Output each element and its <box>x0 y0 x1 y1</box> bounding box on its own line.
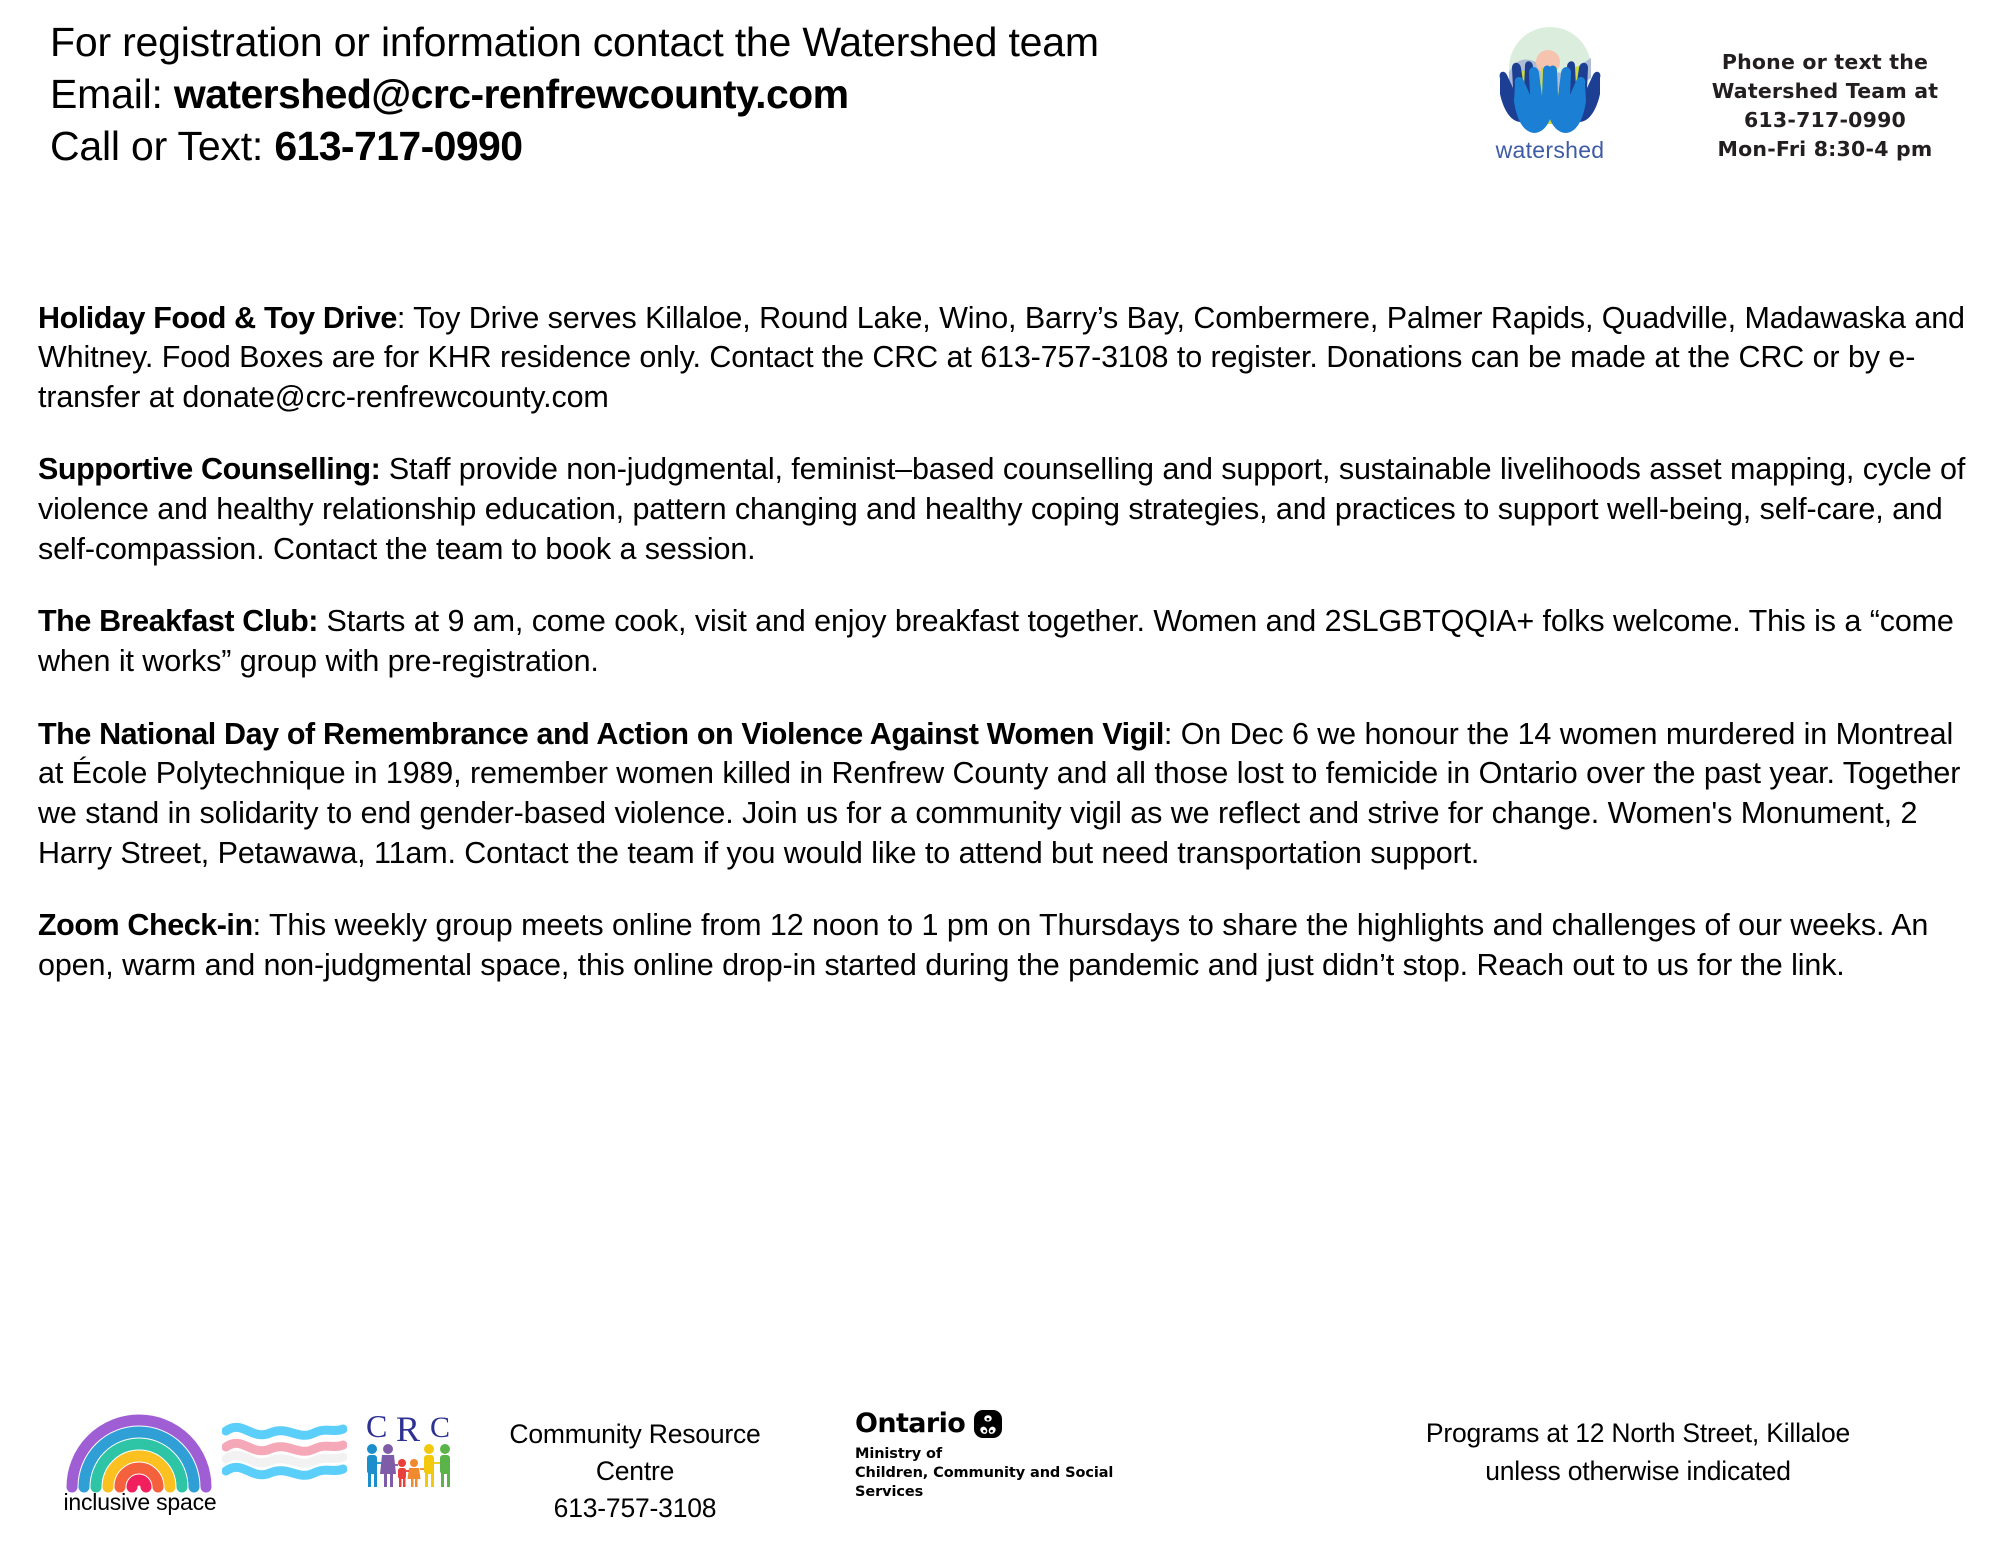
svg-text:C: C <box>366 1408 388 1444</box>
svg-text:R: R <box>396 1409 421 1449</box>
section-separator: : <box>1163 716 1181 751</box>
section-body: On Dec 6 we honour the 14 women murdered in Montreal at École Polytechnique in 1989, remember women killed in Renfrew County and all those lost to femicide in Ontario over the past year. Together we stand in solidarity to end gender-based violence. Join us for a community vigil as we reflect and strive for change. Women's Monument, 2 Harry Street, Petawawa, 11am. Contact the team if you would like to attend but need transportation support. <box>38 716 1961 870</box>
svg-text:C: C <box>430 1411 451 1444</box>
programs-note-line-2: unless otherwise indicated <box>1485 1455 1791 1486</box>
watershed-logo-label: watershed <box>1495 137 1605 163</box>
ontario-wordmark: Ontario <box>855 1408 966 1439</box>
trans-flag-icon <box>222 1419 347 1484</box>
section-national-day-remembrance-vigil <box>38 715 1968 874</box>
inclusive-space-label: inclusive space <box>63 1489 217 1515</box>
section-title: The Breakfast Club: <box>38 604 318 639</box>
page-header <box>0 0 2000 195</box>
contact-email-line <box>50 68 1099 120</box>
watershed-hours-block <box>1660 48 1990 164</box>
section-title: Holiday Food & Toy Drive <box>38 300 397 335</box>
section-holiday-food-toy-drive <box>38 299 1968 418</box>
trans-flag-waves-icon <box>222 1419 347 1481</box>
section-body: Starts at 9 am, come cook, visit and enjoy breakfast together. Women and 2SLGBTQQIA+ folks welcome. This is a “come when it works” group with pre-registration. <box>38 604 1954 678</box>
section-separator <box>318 604 327 638</box>
hours-line-2: Watershed Team at <box>1711 79 1939 104</box>
section-separator <box>380 452 389 486</box>
hours-line-4: Mon-Fri 8:30-4 pm <box>1717 137 1933 162</box>
ministry-block <box>855 1445 1175 1502</box>
watershed-logo <box>1485 22 1615 172</box>
section-body: Toy Drive serves Killaloe, Round Lake, Wino, Barry’s Bay, Combermere, Palmer Rapids, Quadville, Madawaska and Whitney. Food Boxes are for KHR residence only. Contact the CRC at 613-757-3108 to register. Donations can be made at the CRC or by e-transfer at donate@crc-renfrewcounty.com <box>38 300 1965 414</box>
crc-text-block <box>470 1416 800 1527</box>
crc-logo <box>360 1405 460 1495</box>
email-value[interactable]: watershed@crc-renfrewcounty.com <box>173 71 849 118</box>
ontario-trillium-icon <box>974 1410 1002 1438</box>
rainbow-arcs-icon <box>62 1395 217 1495</box>
programs-location-note <box>1318 1415 1958 1490</box>
section-breakfast-club <box>38 602 1968 681</box>
watershed-hands-icon <box>1485 22 1615 142</box>
ministry-line-1: Ministry of <box>855 1446 943 1462</box>
contact-block <box>50 16 1099 172</box>
email-label: Email: <box>50 71 174 118</box>
crc-phone: 613-757-3108 <box>553 1493 717 1524</box>
hours-line-1: Phone or text the <box>1721 50 1929 74</box>
section-separator: : <box>396 300 414 335</box>
contact-intro-line: For registration or information contact the Watershed team <box>50 19 1099 65</box>
section-title: The National Day of Remembrance and Action on Violence Against Women Vigil <box>38 716 1164 751</box>
section-separator: : <box>252 908 269 943</box>
crc-family-icon <box>360 1405 460 1495</box>
section-body: Staff provide non-judgmental, feminist–based counselling and support, sustainable livelihoods asset mapping, cycle of violence and healthy relationship education, pattern changing and healthy coping strategies, and practices to support well-being, self-care, and self-compassion. Contact the team to book a session. <box>38 452 1966 566</box>
crc-name: Community Resource Centre <box>509 1419 761 1487</box>
section-title: Zoom Check-in <box>38 908 253 943</box>
contact-phone-line <box>50 120 1099 172</box>
section-body: This weekly group meets online from 12 noon to 1 pm on Thursdays to share the highlights and challenges of our weeks. An open, warm and non-judgmental space, this online drop-in started during the pandemic and just didn’t stop. Reach out to us for the link. <box>38 908 1929 982</box>
program-sections <box>38 268 1968 1018</box>
ontario-logo <box>855 1408 1175 1502</box>
ontario-wordmark-row <box>855 1408 1175 1439</box>
programs-note-line-1: Programs at 12 North Street, Killaloe <box>1425 1418 1851 1448</box>
section-title: Supportive Counselling: <box>38 452 381 487</box>
page-footer <box>0 1395 2000 1545</box>
section-zoom-check-in <box>38 906 1968 985</box>
ministry-line-2: Children, Community and Social Services <box>855 1465 1114 1501</box>
phone-label: Call or Text: <box>50 123 275 170</box>
section-supportive-counselling <box>38 450 1968 569</box>
hours-line-3: 613-717-0990 <box>1743 108 1907 133</box>
phone-value[interactable]: 613-717-0990 <box>274 123 523 170</box>
